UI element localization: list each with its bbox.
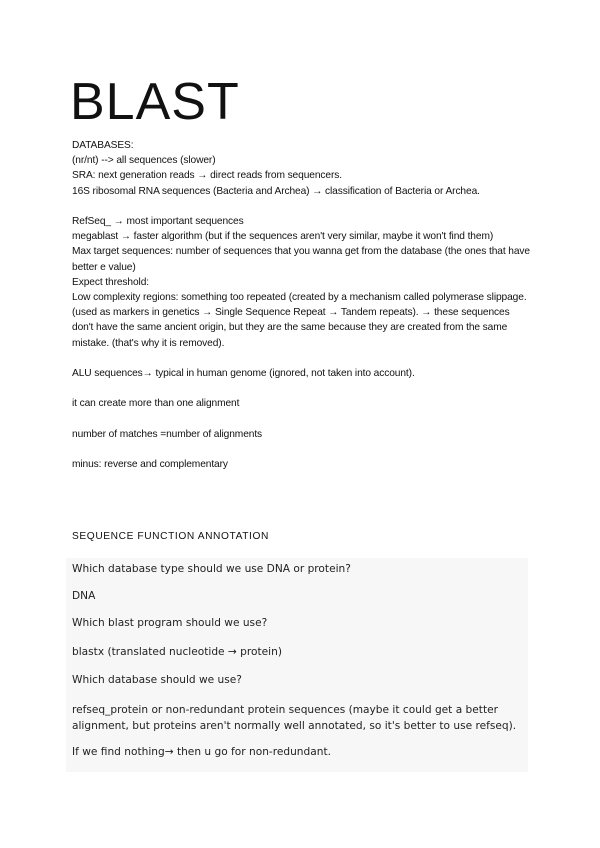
note-minus: minus: reverse and complementary: [72, 459, 228, 471]
note-megablast: megablast → faster algorithm (but if the sequences aren't very similar, maybe it won't find them): [72, 231, 494, 243]
note-multi-alignment: it can create more than one alignment: [72, 398, 240, 410]
note-refseq: RefSeq_ → most important sequences: [72, 216, 244, 227]
question-database-type: Which database type should we use DNA or protein?: [72, 563, 351, 575]
note-expect-threshold: Expect threshold:: [72, 276, 150, 288]
notes-body: [72, 138, 532, 472]
note-non-redundant: If we find nothing→ then u go for non-redundant.: [72, 746, 331, 758]
qa-block: [66, 558, 528, 772]
spacer: [72, 442, 532, 457]
note-sra: SRA: next generation reads → direct reads from sequencers.: [72, 170, 342, 182]
note-alu: ALU sequences→ typical in human genome (ignored, not taken into account).: [72, 368, 415, 380]
note-nr-nt: (nr/nt) --> all sequences (slower): [72, 155, 216, 167]
question-blast-program: Which blast program should we use?: [72, 617, 268, 629]
spacer: [72, 351, 532, 366]
answer-database: refseq_protein or non-redundant protein sequences (maybe it could get a better alignment, but proteins aren't normally well annotated, so it's better to use refseq).: [72, 704, 517, 732]
page-title: BLAST: [70, 73, 240, 131]
answer-database-type: DNA: [72, 590, 96, 602]
spacer: [72, 381, 532, 396]
answer-blast-program: blastx (translated nucleotide → protein): [72, 646, 282, 658]
note-max-target: Max target sequences: number of sequences that you wanna get from the database (the ones that have better e value): [72, 246, 530, 273]
spacer: [72, 412, 532, 427]
note-low-complexity: Low complexity regions: something too repeated (created by a mechanism called polymerase slippage. (used as markers in genetics → Single Sequence Repeat → Tandem repeats). → these sequences don't have the same ancient origin, but they are the same because they are created from the same mistake. (that's why it is removed).: [72, 292, 527, 349]
spacer: [72, 199, 532, 214]
note-16s-rrna: 16S ribosomal RNA sequences (Bacteria and Archea) → classification of Bacteria or Archea.: [72, 185, 480, 197]
note-matches: number of matches =number of alignments: [72, 428, 263, 440]
section-heading: SEQUENCE FUNCTION ANNOTATION: [72, 531, 269, 542]
question-database: Which database should we use?: [72, 674, 242, 686]
databases-heading: DATABASES:: [72, 140, 134, 151]
